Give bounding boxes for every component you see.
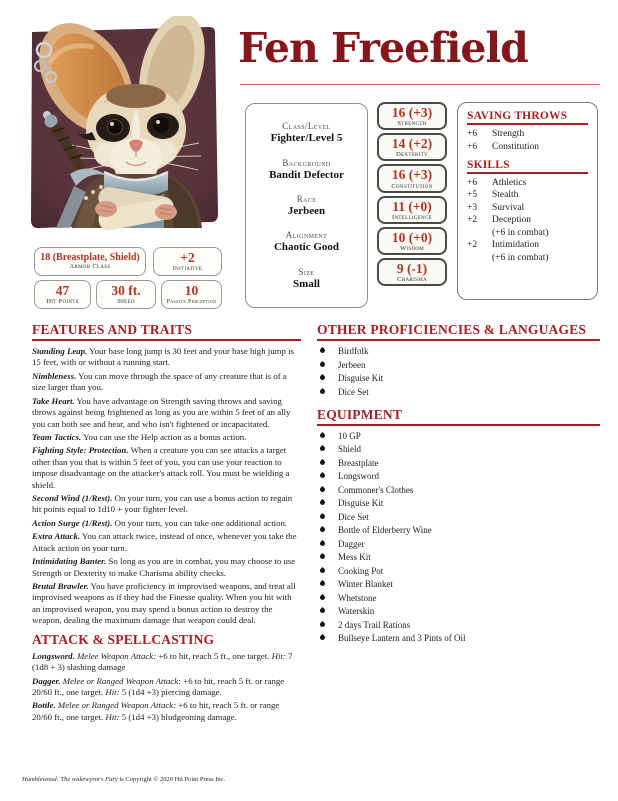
hit-points-box bbox=[34, 280, 91, 309]
equipment-item-label: Mess Kit bbox=[338, 552, 371, 562]
ability-value: 14 (+2) bbox=[391, 136, 433, 152]
character-name-title: Fen Freefield bbox=[238, 24, 528, 72]
modifier-name: Deception bbox=[492, 215, 532, 225]
hit-points-value: 47 bbox=[55, 282, 70, 298]
equipment-list bbox=[317, 431, 600, 644]
info-field bbox=[248, 267, 365, 290]
feature-paragraph: Nimbleness. You can move through the space of any creature that is of a size larger than you. bbox=[32, 370, 287, 393]
feature-name: Nimbleness. bbox=[32, 370, 77, 381]
feature-paragraph: Standing Leap. Your base long jump is 30 feet and your base high jump is 15 feet, with or without a running start. bbox=[32, 346, 294, 368]
proficiency-item-label: Disguise Kit bbox=[338, 373, 384, 383]
feature-name: Action Surge (1/Rest). bbox=[32, 517, 113, 528]
drop-bullet-icon bbox=[319, 360, 326, 367]
passive-perception-value: 10 bbox=[184, 283, 199, 299]
feature-name: Standing Leap. bbox=[32, 346, 88, 356]
info-field bbox=[248, 194, 365, 217]
attack-text: +6 to hit, reach 5 ft., one target. bbox=[156, 650, 272, 661]
attack-type: Hit: bbox=[105, 711, 120, 722]
drop-bullet-icon bbox=[319, 347, 326, 354]
modifier-value: +5 bbox=[467, 190, 478, 200]
ability-score-box bbox=[377, 164, 447, 192]
ability-label: Wisdom bbox=[399, 244, 425, 252]
equipment-item-label: 2 days Trail Rations bbox=[338, 619, 411, 630]
equipment-item bbox=[317, 552, 600, 562]
modifier-row bbox=[467, 203, 588, 213]
drop-bullet-icon bbox=[319, 445, 326, 452]
drop-bullet-icon bbox=[319, 458, 326, 465]
ability-value: 9 (-1) bbox=[396, 260, 428, 276]
ability-score-box bbox=[377, 227, 447, 255]
equipment-column bbox=[317, 322, 600, 647]
features-column bbox=[32, 322, 301, 725]
ability-label: Intelligence bbox=[392, 213, 432, 221]
attack-text: 5 (1d4 +3) bludgeoning damage. bbox=[119, 711, 237, 722]
attack-type: Hit: bbox=[271, 650, 286, 661]
modifier-row bbox=[467, 215, 588, 225]
features-list bbox=[32, 346, 301, 627]
modifier-name: Athletics bbox=[492, 177, 527, 188]
title-divider bbox=[240, 84, 600, 85]
info-field bbox=[248, 158, 365, 181]
feature-paragraph: Extra Attack. You can attack twice, instead of once, whenever you take the Attack action on your turn. bbox=[32, 531, 297, 553]
equipment-item bbox=[317, 498, 600, 508]
proficiency-item-label: Jerbeen bbox=[338, 359, 366, 370]
equipment-item-label: Cooking Pot bbox=[338, 565, 384, 576]
drop-bullet-icon bbox=[319, 553, 326, 560]
equipment-item-label: Bullseye Lantern and 3 Pints of Oil bbox=[338, 633, 466, 643]
speed-box bbox=[96, 280, 156, 309]
ability-value: 16 (+3) bbox=[391, 105, 433, 120]
attack-type: Melee Weapon Attack: bbox=[74, 650, 157, 661]
equipment-item-label: Shield bbox=[338, 444, 362, 454]
drop-bullet-icon bbox=[319, 387, 326, 394]
feature-paragraph: Action Surge (1/Rest). On your turn, you can take one additional action. bbox=[32, 517, 288, 528]
equipment-item-label: Waterskin bbox=[338, 606, 375, 616]
info-field-label: Alignment bbox=[285, 230, 328, 241]
ability-value: 16 (+3) bbox=[391, 167, 433, 183]
attack-paragraph bbox=[32, 676, 301, 699]
drop-bullet-icon bbox=[319, 499, 326, 506]
info-field-label: Size bbox=[298, 266, 315, 277]
attack-paragraph bbox=[32, 700, 301, 723]
equipment-item-label: Commoner's Clothes bbox=[338, 484, 414, 495]
drop-bullet-icon bbox=[319, 526, 326, 533]
proficiency-item bbox=[317, 346, 600, 356]
armor-class-value: 18 (Breastplate, Shield) bbox=[40, 251, 140, 263]
equipment-item-label: Disguise Kit bbox=[338, 498, 384, 508]
equipment-item-label: Whetstone bbox=[338, 592, 377, 603]
equipment-item-label: 10 GP bbox=[338, 430, 361, 441]
attack-type: Melee or Ranged Weapon Attack: bbox=[60, 675, 182, 686]
ability-score-box bbox=[377, 258, 447, 286]
attack-paragraph bbox=[32, 651, 301, 674]
proficiencies-list bbox=[317, 346, 600, 397]
drop-bullet-icon bbox=[319, 472, 326, 479]
info-field-label: Race bbox=[296, 193, 317, 204]
proficiencies-header: OTHER PROFICIENCIES & LANGUAGES bbox=[317, 322, 600, 341]
armor-class-box bbox=[34, 247, 146, 276]
modifier-row bbox=[467, 190, 588, 200]
speed-label: Speed bbox=[117, 298, 135, 306]
ability-score-box bbox=[377, 196, 447, 224]
modifier-row bbox=[467, 240, 588, 250]
drop-bullet-icon bbox=[319, 374, 326, 381]
passive-perception-label: Passive Perception bbox=[166, 298, 217, 305]
feature-paragraph: Second Wind (1/Rest). On your turn, you can use a bonus action to regain hit points equal to 1d10 + your fighter level. bbox=[32, 493, 293, 515]
ability-label: Constitution bbox=[391, 182, 433, 190]
speed-value: 30 ft. bbox=[111, 282, 141, 298]
equipment-item bbox=[317, 633, 600, 643]
ability-value: 10 (+0) bbox=[391, 229, 433, 245]
info-field-value: Jerbeen bbox=[287, 204, 326, 217]
modifier-name: Stealth bbox=[492, 190, 519, 200]
equipment-item bbox=[317, 444, 600, 454]
feature-name: Second Wind (1/Rest). bbox=[32, 493, 113, 504]
equipment-item-label: Bottle of Elderberry Wine bbox=[338, 525, 432, 535]
drop-bullet-icon bbox=[319, 566, 326, 573]
drop-bullet-icon bbox=[319, 512, 326, 519]
ability-label: Dexterity bbox=[396, 151, 428, 159]
modifier-value: +3 bbox=[467, 202, 478, 213]
equipment-item bbox=[317, 431, 600, 441]
footer-book-title: Humblewood: The wakewyrm's Fury bbox=[22, 776, 118, 783]
saving-throws-skills-box bbox=[457, 102, 598, 300]
info-field bbox=[248, 230, 365, 253]
feature-name: Fighting Style: Protection. bbox=[32, 445, 129, 456]
initiative-label: Initiative bbox=[172, 265, 203, 273]
attack-text: 5 (1d4 +3) piercing damage. bbox=[119, 686, 222, 697]
proficiency-item-label: Dice Set bbox=[338, 386, 369, 397]
ability-score-box bbox=[377, 133, 447, 161]
equipment-item-label: Dagger bbox=[338, 538, 365, 549]
attack-type: Hit: bbox=[105, 686, 120, 697]
ability-value: 11 (+0) bbox=[392, 198, 432, 214]
info-field-value: Fighter/Level 5 bbox=[270, 132, 343, 145]
drop-bullet-icon bbox=[319, 620, 326, 627]
equipment-item bbox=[317, 539, 600, 549]
equipment-item bbox=[317, 471, 600, 481]
footer-copyright-text: is Copyright © 2020 Hit Point Press Inc. bbox=[117, 776, 226, 783]
initiative-value: +2 bbox=[180, 249, 195, 265]
modifier-row bbox=[467, 142, 588, 152]
skills-header: SKILLS bbox=[467, 159, 588, 174]
attacks-header: ATTACK & SPELLCASTING bbox=[32, 631, 215, 647]
feature-name: Take Heart. bbox=[32, 395, 75, 406]
info-field-label: Class/Level bbox=[282, 121, 331, 132]
info-field bbox=[248, 121, 365, 144]
info-field-label: Background bbox=[282, 157, 331, 168]
passive-perception-box bbox=[161, 280, 222, 309]
modifier-value: +2 bbox=[467, 215, 478, 225]
equipment-item-label: Breastplate bbox=[338, 457, 379, 468]
equipment-item-label: Winter Blanket bbox=[338, 579, 393, 589]
feature-name: Extra Attack. bbox=[32, 531, 81, 542]
ability-scores bbox=[377, 102, 447, 286]
drop-bullet-icon bbox=[319, 485, 326, 492]
equipment-item bbox=[317, 458, 600, 468]
equipment-item-label: Dice Set bbox=[338, 511, 369, 522]
features-header: FEATURES AND TRAITS bbox=[32, 322, 301, 341]
proficiency-item bbox=[317, 387, 600, 397]
info-field-value: Chaotic Good bbox=[273, 241, 340, 254]
drop-bullet-icon bbox=[319, 431, 326, 438]
attacks-list bbox=[32, 651, 301, 724]
equipment-header: EQUIPMENT bbox=[317, 407, 600, 426]
info-field-value: Small bbox=[293, 277, 320, 290]
ability-score-box bbox=[377, 102, 447, 130]
drop-bullet-icon bbox=[319, 593, 326, 600]
feature-name: Intimidating Banter. bbox=[32, 556, 107, 567]
feature-paragraph: Brutal Brawler. You have proficiency in improvised weapons, and treat all improvised weapons as if they had the Finesse quality. When you hit with an improvised weapon, you may spend a bonus action to destroy the weapon, dealing the maximum damage that weapon could deal. bbox=[32, 581, 296, 626]
modifier-name: Intimidation bbox=[492, 240, 539, 250]
modifier-note: (+6 in combat) bbox=[492, 227, 549, 238]
saving-throws-list bbox=[467, 129, 588, 152]
attack-text: 7 (1d8 + 3) slashing damage bbox=[32, 650, 293, 673]
equipment-item bbox=[317, 512, 600, 522]
modifier-name: Survival bbox=[492, 202, 525, 213]
character-info-box bbox=[245, 103, 368, 308]
armor-class-label: Armor Class bbox=[69, 263, 111, 271]
saving-throws-header: SAVING THROWS bbox=[467, 110, 588, 125]
equipment-item bbox=[317, 485, 600, 495]
attack-text: +6 to hit, reach 5 ft. or range 20/60 ft., one target. bbox=[32, 675, 285, 697]
equipment-item bbox=[317, 579, 600, 589]
drop-bullet-icon bbox=[319, 634, 326, 641]
drop-bullet-icon bbox=[319, 607, 326, 614]
proficiency-item-label: Birdfolk bbox=[338, 346, 369, 356]
modifier-value: +6 bbox=[467, 177, 478, 188]
feature-name: Team Tactics. bbox=[32, 431, 82, 442]
drop-bullet-icon bbox=[319, 580, 326, 587]
ability-label: Strength bbox=[397, 120, 427, 128]
character-portrait bbox=[14, 16, 225, 238]
attack-name: Dagger. bbox=[32, 675, 61, 686]
skills-list bbox=[467, 178, 588, 263]
modifier-value: +6 bbox=[467, 141, 478, 152]
ability-label: Charisma bbox=[397, 276, 427, 284]
equipment-item bbox=[317, 566, 600, 576]
feature-paragraph: Team Tactics. You can use the Help action as a bonus action. bbox=[32, 431, 247, 442]
feature-paragraph: Fighting Style: Protection. When a creature you can see attacks a target other than you that is within 5 feet of you, you can use your reaction to impose disadvantage on the attacker's attack roll. You must be wielding a shield. bbox=[32, 445, 290, 490]
hit-points-label: Hit Points bbox=[46, 298, 79, 306]
equipment-item bbox=[317, 620, 600, 630]
modifier-value: +2 bbox=[467, 240, 478, 250]
equipment-item-label: Longsword bbox=[338, 471, 379, 481]
modifier-name: Constitution bbox=[492, 141, 539, 152]
attack-name: Bottle. bbox=[32, 700, 56, 711]
attack-name: Longsword. bbox=[32, 650, 75, 661]
equipment-item bbox=[317, 525, 600, 535]
equipment-item bbox=[317, 593, 600, 603]
modifier-name: Strength bbox=[492, 129, 525, 139]
feature-paragraph: Intimidating Banter. So long as you are in combat, you may choose to use Strength or Dexterity to make Charisma ability checks. bbox=[32, 556, 296, 578]
drop-bullet-icon bbox=[319, 539, 326, 546]
attack-text: +6 to hit, reach 5 ft. or range 20/60 ft., one target. bbox=[32, 700, 280, 722]
feature-name: Brutal Brawler. bbox=[32, 581, 89, 592]
portrait-illustration bbox=[14, 16, 225, 238]
attack-type: Melee or Ranged Weapon Attack: bbox=[55, 700, 177, 711]
proficiency-item bbox=[317, 360, 600, 370]
copyright-footer bbox=[22, 776, 225, 783]
modifier-value: +6 bbox=[467, 129, 478, 139]
info-field-value: Bandit Defector bbox=[269, 168, 344, 181]
feature-paragraph: Take Heart. You have advantage on Strength saving throws and saving throws against being frightened as long as you are within 5 feet of an ally you can both see and hear, and who isn't fightened or incapacitated. bbox=[32, 395, 291, 429]
equipment-item bbox=[317, 606, 600, 616]
initiative-box bbox=[153, 247, 222, 276]
proficiency-item bbox=[317, 373, 600, 383]
modifier-note: (+6 in combat) bbox=[492, 252, 549, 263]
modifier-row bbox=[467, 129, 588, 139]
modifier-row bbox=[467, 178, 588, 188]
